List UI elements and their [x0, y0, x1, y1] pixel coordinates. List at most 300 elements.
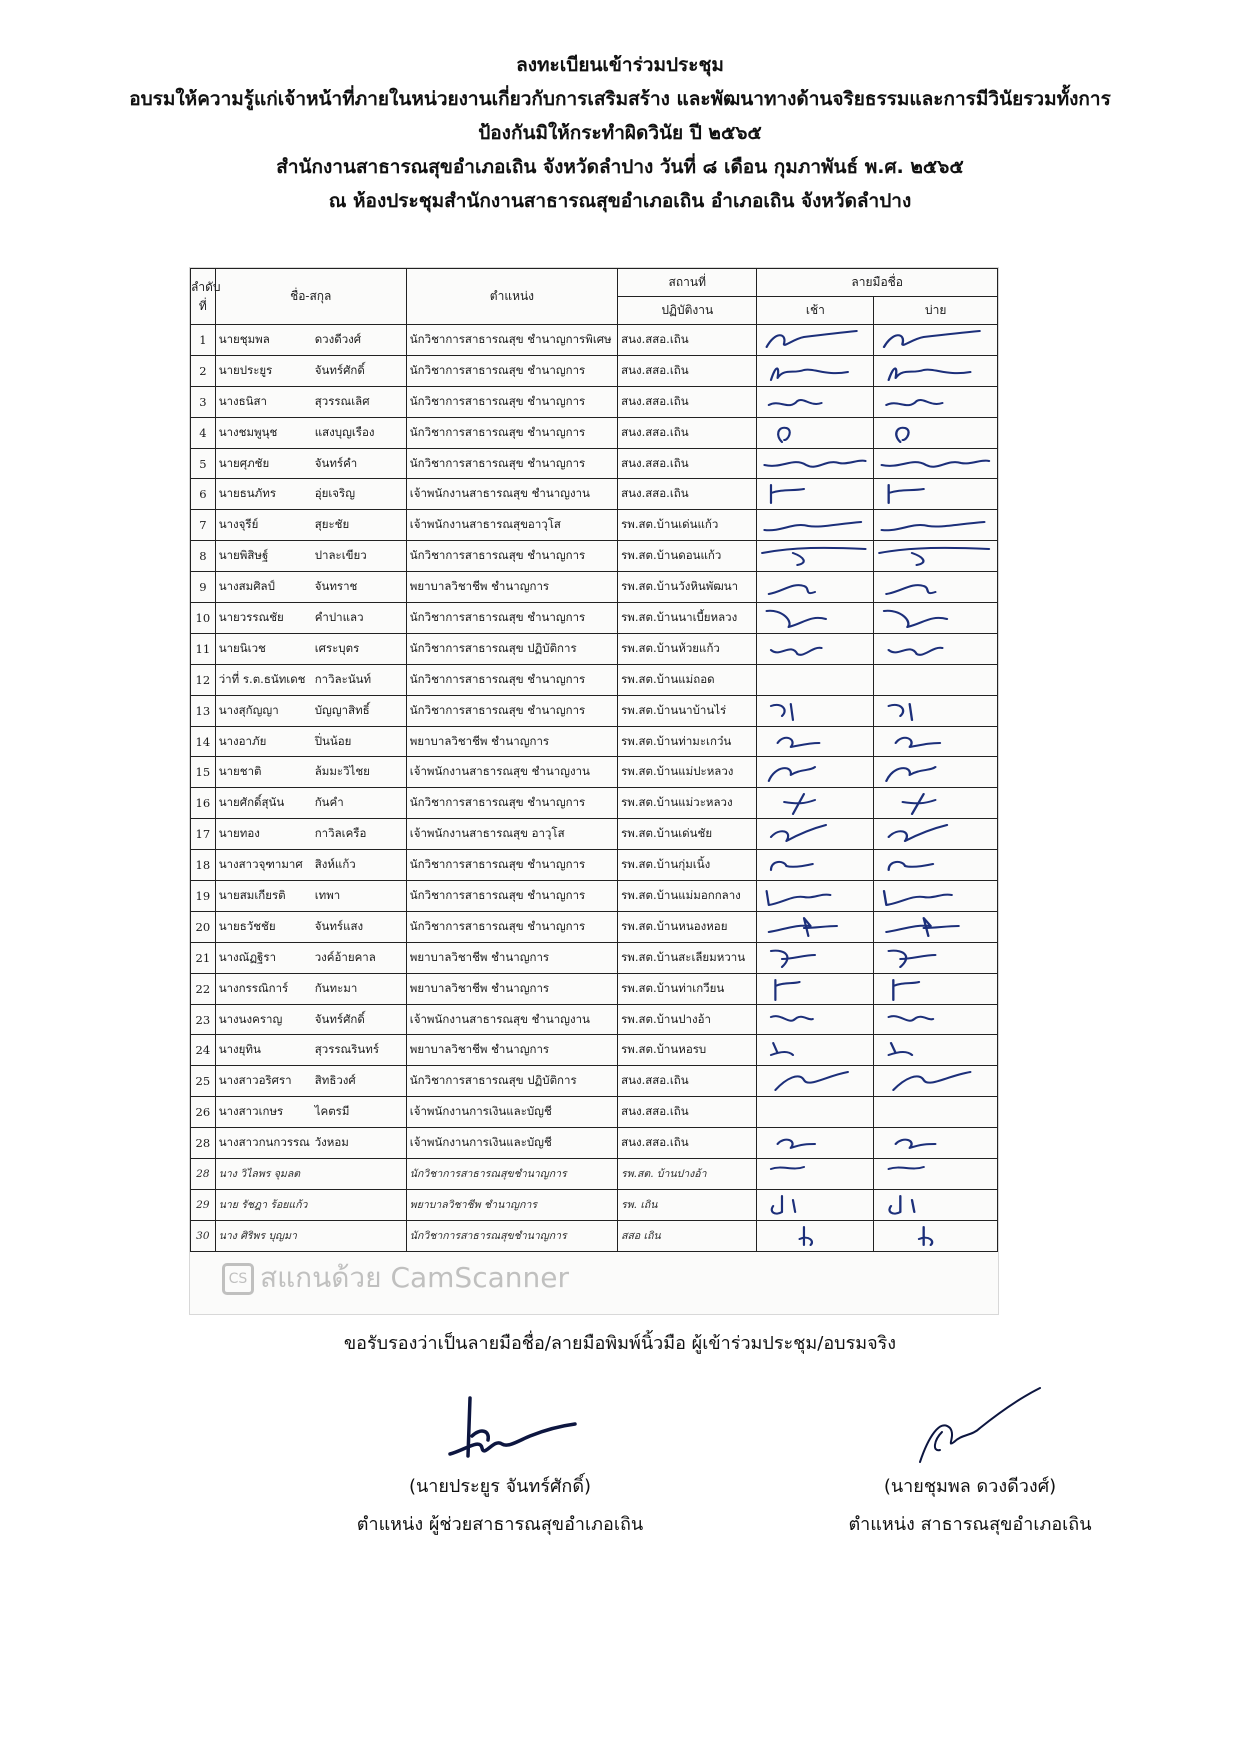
- morning-signature-mark: [760, 481, 870, 507]
- table-row: [191, 1004, 998, 1035]
- header-morning: เช้า: [757, 297, 874, 325]
- row-number: 21: [191, 942, 216, 973]
- row-name: [215, 1128, 406, 1159]
- row-name: [215, 479, 406, 510]
- afternoon-signature-mark: [877, 883, 994, 909]
- morning-signature-mark: [760, 883, 870, 909]
- row-afternoon-signature: [874, 1189, 998, 1220]
- row-name: [215, 757, 406, 788]
- row-position: เจ้าพนักงานสาธารณสุข ชำนาญงาน: [406, 757, 617, 788]
- table-row: [191, 510, 998, 541]
- row-position: เจ้าพนักงานสาธารณสุข อาวุโส: [406, 819, 617, 850]
- row-name: [215, 1004, 406, 1035]
- row-name: [215, 850, 406, 881]
- row-morning-signature: [757, 664, 874, 695]
- row-place: รพ.สต. บ้านปางอ้า: [618, 1159, 757, 1190]
- row-number: 5: [191, 448, 216, 479]
- row-morning-signature: [757, 633, 874, 664]
- row-first-name: นางยุทิน: [218, 1042, 261, 1057]
- row-morning-signature: [757, 1159, 874, 1190]
- row-last-name: แสงบุญเรือง: [314, 424, 375, 439]
- row-name: [215, 911, 406, 942]
- row-first-name: นายพิสิษฐ์: [218, 548, 269, 563]
- row-position: นักวิชาการสาธารณสุข ชำนาญการ: [406, 448, 617, 479]
- row-place: รพ.สต.บ้านหอรบ: [618, 1035, 757, 1066]
- row-number: 10: [191, 603, 216, 634]
- scanned-sheet: [190, 268, 998, 1314]
- row-position: นักวิชาการสาธารณสุข ชำนาญการ: [406, 664, 617, 695]
- row-place: รพ.สต.บ้านนาบ้านไร่: [618, 695, 757, 726]
- handwritten-row: [191, 1220, 998, 1251]
- afternoon-signature-mark: [877, 976, 994, 1002]
- row-afternoon-signature: [874, 757, 998, 788]
- row-number: 23: [191, 1004, 216, 1035]
- row-morning-signature: [757, 479, 874, 510]
- row-place: รพ.สต.บ้านท่ามะเกว๋น: [618, 726, 757, 757]
- row-place: สนง.สสอ.เถิน: [618, 448, 757, 479]
- morning-signature-mark: [760, 1223, 870, 1249]
- row-name: นาง วิไลพร จุมลต: [215, 1159, 406, 1190]
- row-first-name: นายประยูร: [218, 362, 273, 377]
- signer-right-name: (นายชุมพล ดวงดีวงศ์): [883, 1476, 1057, 1497]
- row-place: รพ.สต.บ้านปางอ้า: [618, 1004, 757, 1035]
- table-row: [191, 603, 998, 634]
- row-position: พยาบาลวิชาชีพ ชำนาญการ: [406, 1035, 617, 1066]
- row-number: 17: [191, 819, 216, 850]
- row-number: 14: [191, 726, 216, 757]
- row-afternoon-signature: [874, 1097, 998, 1128]
- table-row: [191, 541, 998, 572]
- table-row: [191, 325, 998, 356]
- row-morning-signature: [757, 881, 874, 912]
- row-number: 9: [191, 572, 216, 603]
- row-name: [215, 448, 406, 479]
- header-place-bottom: ปฏิบัติงาน: [618, 297, 757, 325]
- table-row: [191, 1035, 998, 1066]
- row-number: 18: [191, 850, 216, 881]
- row-first-name: นางสุกัญญา: [218, 702, 279, 717]
- row-name: [215, 726, 406, 757]
- table-row: [191, 850, 998, 881]
- row-place: รพ.สต.บ้านดอนแก้ว: [618, 541, 757, 572]
- row-first-name: นางชมพูนุช: [218, 424, 278, 439]
- camscanner-icon: CS: [222, 1263, 254, 1295]
- row-afternoon-signature: [874, 417, 998, 448]
- row-afternoon-signature: [874, 942, 998, 973]
- row-morning-signature: [757, 1004, 874, 1035]
- row-place: สสอ เถิน: [618, 1220, 757, 1251]
- row-name: นาย รัชฎา ร้อยแก้ว: [215, 1189, 406, 1220]
- row-morning-signature: [757, 850, 874, 881]
- row-afternoon-signature: [874, 325, 998, 356]
- signer-right-title: ตำแหน่ง สาธารณสุขอำเภอเถิน: [848, 1514, 1092, 1535]
- row-place: รพ.สต.บ้านแม่ถอด: [618, 664, 757, 695]
- table-row: [191, 448, 998, 479]
- table-row: [191, 664, 998, 695]
- morning-signature-mark: [760, 574, 870, 600]
- morning-signature-mark: [760, 667, 870, 693]
- row-morning-signature: [757, 726, 874, 757]
- row-first-name: นางกรรณิการ์: [218, 980, 289, 995]
- afternoon-signature-mark: [877, 1068, 994, 1094]
- afternoon-signature-mark: [877, 358, 994, 384]
- row-place: รพ.สต.บ้านนาเบี้ยหลวง: [618, 603, 757, 634]
- row-first-name: นายสมเกียรติ: [218, 887, 286, 902]
- row-position: พยาบาลวิชาชีพ ชำนาญการ: [406, 1189, 617, 1220]
- row-position: เจ้าพนักงานสาธารณสุข ชำนาญงาน: [406, 1004, 617, 1035]
- row-first-name: นายวรรณชัย: [218, 609, 284, 624]
- row-morning-signature: [757, 448, 874, 479]
- morning-signature-mark: [760, 389, 870, 415]
- header-position: ตำแหน่ง: [406, 269, 617, 325]
- row-position: นักวิชาการสาธารณสุข ชำนาญการ: [406, 603, 617, 634]
- morning-signature-mark: [760, 1037, 870, 1063]
- row-position: พยาบาลวิชาชีพ ชำนาญการ: [406, 973, 617, 1004]
- row-position: นักวิชาการสาธารณสุข ชำนาญการ: [406, 417, 617, 448]
- row-place: รพ.สต.บ้านท่าเกวียน: [618, 973, 757, 1004]
- row-first-name: นายชุมพล: [218, 331, 270, 346]
- row-first-name: นางสมศิลป์: [218, 579, 275, 594]
- row-afternoon-signature: [874, 664, 998, 695]
- row-first-name: นางสาวจุฑามาศ: [218, 857, 303, 872]
- row-morning-signature: [757, 973, 874, 1004]
- row-first-name: นายทอง: [218, 826, 260, 841]
- row-first-name: นายชาติ: [218, 764, 262, 779]
- morning-signature-mark: [760, 821, 870, 847]
- row-number: 2: [191, 355, 216, 386]
- table-row: [191, 695, 998, 726]
- row-last-name: จันทร์แสง: [314, 918, 364, 933]
- attendance-table: [190, 268, 998, 1252]
- morning-signature-mark: [760, 327, 870, 353]
- morning-signature-mark: [760, 512, 870, 538]
- row-morning-signature: [757, 942, 874, 973]
- row-place: รพ.สต.บ้านแม่วะหลวง: [618, 788, 757, 819]
- row-place: สนง.สสอ.เถิน: [618, 325, 757, 356]
- row-position: นักวิชาการสาธารณสุข ชำนาญการพิเศษ: [406, 325, 617, 356]
- signature-right-image: [880, 1378, 1060, 1468]
- row-place: สนง.สสอ.เถิน: [618, 1097, 757, 1128]
- row-morning-signature: [757, 1189, 874, 1220]
- row-name: [215, 942, 406, 973]
- afternoon-signature-mark: [877, 574, 994, 600]
- handwritten-row: [191, 1189, 998, 1220]
- row-first-name: นางนงคราญ: [218, 1011, 283, 1026]
- row-position: นักวิชาการสาธารณสุข ชำนาญการ: [406, 850, 617, 881]
- row-first-name: นางธนิสา: [218, 393, 268, 408]
- row-last-name: คำปาแลว: [314, 609, 364, 624]
- afternoon-signature-mark: [877, 1099, 994, 1125]
- row-morning-signature: [757, 1128, 874, 1159]
- row-number: 13: [191, 695, 216, 726]
- row-number: 28: [191, 1159, 216, 1190]
- row-last-name: กาวิละนันท์: [314, 671, 372, 686]
- row-last-name: วงค์อ้ายคาล: [314, 949, 376, 964]
- header-no-bottom: ที่: [198, 298, 207, 313]
- row-number: 30: [191, 1220, 216, 1251]
- row-number: 3: [191, 386, 216, 417]
- afternoon-signature-mark: [877, 543, 994, 569]
- row-morning-signature: [757, 788, 874, 819]
- row-first-name: นางสาวกนกวรรณ: [218, 1135, 310, 1150]
- row-last-name: เทพา: [314, 887, 341, 902]
- row-number: 12: [191, 664, 216, 695]
- row-name: [215, 510, 406, 541]
- morning-signature-mark: [760, 945, 870, 971]
- afternoon-signature-mark: [877, 1037, 994, 1063]
- row-number: 11: [191, 633, 216, 664]
- row-name: นาง ศิริพร บุญมา: [215, 1220, 406, 1251]
- row-first-name: นางอาภัย: [218, 733, 267, 748]
- row-place: สนง.สสอ.เถิน: [618, 479, 757, 510]
- afternoon-signature-mark: [877, 667, 994, 693]
- row-position: นักวิชาการสาธารณสุข ชำนาญการ: [406, 355, 617, 386]
- row-last-name: สุยะชัย: [314, 517, 350, 532]
- row-afternoon-signature: [874, 448, 998, 479]
- row-number: 24: [191, 1035, 216, 1066]
- row-place: รพ.สต.บ้านสะเลียมหวาน: [618, 942, 757, 973]
- row-place: รพ. เถิน: [618, 1189, 757, 1220]
- morning-signature-mark: [760, 698, 870, 724]
- afternoon-signature-mark: [877, 821, 994, 847]
- attendance-rows: [191, 325, 998, 1252]
- row-position: พยาบาลวิชาชีพ ชำนาญการ: [406, 726, 617, 757]
- row-first-name: นายศักดิ์สุนัน: [218, 795, 285, 810]
- row-name: [215, 633, 406, 664]
- row-morning-signature: [757, 819, 874, 850]
- afternoon-signature-mark: [877, 636, 994, 662]
- row-name: [215, 1066, 406, 1097]
- row-last-name: จันทราช: [314, 579, 358, 594]
- row-morning-signature: [757, 911, 874, 942]
- table-row: [191, 386, 998, 417]
- row-afternoon-signature: [874, 355, 998, 386]
- morning-signature-mark: [760, 1192, 870, 1218]
- row-first-name: นางสาวอริศรา: [218, 1073, 292, 1088]
- row-place: สนง.สสอ.เถิน: [618, 355, 757, 386]
- header-no: [191, 269, 221, 325]
- row-morning-signature: [757, 572, 874, 603]
- row-number: 22: [191, 973, 216, 1004]
- row-morning-signature: [757, 541, 874, 572]
- table-row: [191, 479, 998, 510]
- table-row: [191, 726, 998, 757]
- row-afternoon-signature: [874, 633, 998, 664]
- heading-subject-cont: ป้องกันมิให้กระทำผิดวินัย ปี ๒๕๖๕: [478, 122, 762, 144]
- row-last-name: สิทธิวงศ์: [314, 1073, 356, 1088]
- morning-signature-mark: [760, 605, 870, 631]
- row-number: 19: [191, 881, 216, 912]
- row-position: นักวิชาการสาธารณสุขชำนาญการ: [406, 1220, 617, 1251]
- row-last-name: ไคตรมี: [314, 1104, 350, 1119]
- row-position: พยาบาลวิชาชีพ ชำนาญการ: [406, 572, 617, 603]
- morning-signature-mark: [760, 636, 870, 662]
- table-row: [191, 973, 998, 1004]
- row-position: นักวิชาการสาธารณสุขชำนาญการ: [406, 1159, 617, 1190]
- camscanner-watermark: [222, 1256, 569, 1300]
- row-position: นักวิชาการสาธารณสุข ปฏิบัติการ: [406, 633, 617, 664]
- row-position: นักวิชาการสาธารณสุข ปฏิบัติการ: [406, 1066, 617, 1097]
- row-name: [215, 417, 406, 448]
- table-row: [191, 757, 998, 788]
- row-position: นักวิชาการสาธารณสุข ชำนาญการ: [406, 541, 617, 572]
- table-row: [191, 911, 998, 942]
- row-first-name: นายนิเวช: [218, 640, 266, 655]
- row-last-name: จันทร์ศักดิ์: [314, 362, 365, 377]
- morning-signature-mark: [760, 420, 870, 446]
- row-afternoon-signature: [874, 1066, 998, 1097]
- afternoon-signature-mark: [877, 451, 994, 477]
- afternoon-signature-mark: [877, 512, 994, 538]
- row-number: 25: [191, 1066, 216, 1097]
- row-last-name: ล้มมะวิไชย: [314, 764, 370, 779]
- row-position: นักวิชาการสาธารณสุข ชำนาญการ: [406, 788, 617, 819]
- afternoon-signature-mark: [877, 914, 994, 940]
- row-number: 20: [191, 911, 216, 942]
- morning-signature-mark: [760, 1130, 870, 1156]
- row-number: 8: [191, 541, 216, 572]
- afternoon-signature-mark: [877, 389, 994, 415]
- header-signature: ลายมือชื่อ: [757, 269, 998, 297]
- row-last-name: กันคำ: [314, 795, 344, 810]
- row-name: [215, 881, 406, 912]
- table-row: [191, 633, 998, 664]
- morning-signature-mark: [760, 914, 870, 940]
- morning-signature-mark: [760, 1099, 870, 1125]
- row-name: [215, 603, 406, 634]
- row-last-name: สุวรรณรินทร์: [314, 1042, 380, 1057]
- row-first-name: นายธวัชชัย: [218, 918, 276, 933]
- morning-signature-mark: [760, 543, 870, 569]
- row-morning-signature: [757, 695, 874, 726]
- table-row: [191, 417, 998, 448]
- row-place: สนง.สสอ.เถิน: [618, 1066, 757, 1097]
- header-place-top: สถานที่: [618, 269, 757, 297]
- row-afternoon-signature: [874, 973, 998, 1004]
- row-number: 16: [191, 788, 216, 819]
- row-first-name: นางจุรีย์: [218, 517, 259, 532]
- row-afternoon-signature: [874, 479, 998, 510]
- row-afternoon-signature: [874, 1004, 998, 1035]
- row-afternoon-signature: [874, 510, 998, 541]
- row-name: [215, 1097, 406, 1128]
- row-last-name: กาวิลเครือ: [314, 826, 367, 841]
- afternoon-signature-mark: [877, 1223, 994, 1249]
- row-place: รพ.สต.บ้านหนองหอย: [618, 911, 757, 942]
- row-name: [215, 325, 406, 356]
- row-number: 15: [191, 757, 216, 788]
- heading-date: สำนักงานสาธารณสุขอำเภอเถิน จังหวัดลำปาง วันที่ ๘ เดือน กุมภาพันธ์ พ.ศ. ๒๕๖๕: [276, 156, 964, 178]
- table-row: [191, 355, 998, 386]
- row-afternoon-signature: [874, 541, 998, 572]
- afternoon-signature-mark: [877, 420, 994, 446]
- row-first-name: ว่าที่ ร.ต.ธนัทเดช: [218, 671, 306, 686]
- row-afternoon-signature: [874, 695, 998, 726]
- row-morning-signature: [757, 386, 874, 417]
- row-place: รพ.สต.บ้านกุ่มเนิ้ง: [618, 850, 757, 881]
- afternoon-signature-mark: [877, 605, 994, 631]
- row-first-name: นายธนภัทร: [218, 486, 276, 501]
- row-place: รพ.สต.บ้านห้วยแก้ว: [618, 633, 757, 664]
- row-first-name: นางสาวเกษร: [218, 1104, 284, 1119]
- row-afternoon-signature: [874, 572, 998, 603]
- row-place: สนง.สสอ.เถิน: [618, 1128, 757, 1159]
- afternoon-signature-mark: [877, 945, 994, 971]
- row-afternoon-signature: [874, 911, 998, 942]
- row-last-name: สิงห์แก้ว: [314, 857, 356, 872]
- row-position: เจ้าพนักงานการเงินและบัญชี: [406, 1128, 617, 1159]
- row-morning-signature: [757, 417, 874, 448]
- header-afternoon: บ่าย: [874, 297, 998, 325]
- watermark-text: สแกนด้วย CamScanner: [260, 1261, 569, 1294]
- row-last-name: กันทะมา: [314, 980, 358, 995]
- row-position: เจ้าพนักงานสาธารณสุข ชำนาญงาน: [406, 479, 617, 510]
- row-morning-signature: [757, 757, 874, 788]
- afternoon-signature-mark: [877, 790, 994, 816]
- table-row: [191, 572, 998, 603]
- row-afternoon-signature: [874, 1128, 998, 1159]
- afternoon-signature-mark: [877, 1161, 994, 1187]
- table-row: [191, 1097, 998, 1128]
- row-place: รพ.สต.บ้านเด่นแก้ว: [618, 510, 757, 541]
- row-name: [215, 788, 406, 819]
- row-position: นักวิชาการสาธารณสุข ชำนาญการ: [406, 386, 617, 417]
- row-last-name: ปาละเขียว: [314, 548, 367, 563]
- row-name: [215, 355, 406, 386]
- row-last-name: จันทร์คำ: [314, 455, 358, 470]
- row-position: นักวิชาการสาธารณสุข ชำนาญการ: [406, 881, 617, 912]
- row-name: [215, 1035, 406, 1066]
- handwritten-row: [191, 1159, 998, 1190]
- row-afternoon-signature: [874, 726, 998, 757]
- row-morning-signature: [757, 355, 874, 386]
- row-morning-signature: [757, 1097, 874, 1128]
- row-name: [215, 819, 406, 850]
- signer-right: [760, 1378, 1180, 1544]
- row-last-name: อุ่ยเจริญ: [314, 486, 356, 501]
- certification-text: ขอรับรองว่าเป็นลายมือชื่อ/ลายมือพิมพ์นิ้วมือ ผู้เข้าร่วมประชุม/อบรมจริง: [343, 1333, 897, 1354]
- heading-subject: อบรมให้ความรู้แก่เจ้าหน้าที่ภายในหน่วยงานเกี่ยวกับการเสริมสร้าง และพัฒนาทางด้านจริยธรรมและการมีวินัยรวมทั้งการ: [129, 88, 1111, 110]
- row-morning-signature: [757, 1035, 874, 1066]
- table-row: [191, 1128, 998, 1159]
- row-number: 1: [191, 325, 216, 356]
- row-afternoon-signature: [874, 603, 998, 634]
- row-position: เจ้าพนักงานการเงินและบัญชี: [406, 1097, 617, 1128]
- row-last-name: เศระบุตร: [314, 640, 360, 655]
- morning-signature-mark: [760, 729, 870, 755]
- row-position: เจ้าพนักงานสาธารณสุขอาวุโส: [406, 510, 617, 541]
- afternoon-signature-mark: [877, 1192, 994, 1218]
- document-heading: [0, 48, 1240, 218]
- row-afternoon-signature: [874, 1035, 998, 1066]
- table-row: [191, 881, 998, 912]
- afternoon-signature-mark: [877, 1007, 994, 1033]
- afternoon-signature-mark: [877, 759, 994, 785]
- signer-left-name: (นายประยูร จันทร์ศักดิ์): [408, 1476, 592, 1497]
- morning-signature-mark: [760, 976, 870, 1002]
- table-row: [191, 819, 998, 850]
- morning-signature-mark: [760, 759, 870, 785]
- row-number: 7: [191, 510, 216, 541]
- row-last-name: สุวรรณเลิศ: [314, 393, 370, 408]
- row-last-name: ดวงดีวงศ์: [314, 331, 362, 346]
- row-afternoon-signature: [874, 386, 998, 417]
- row-last-name: จันทร์ศักดิ์: [314, 1011, 365, 1026]
- row-place: สนง.สสอ.เถิน: [618, 417, 757, 448]
- row-morning-signature: [757, 510, 874, 541]
- row-first-name: นายศุภชัย: [218, 455, 270, 470]
- row-place: รพ.สต.บ้านวังหินพัฒนา: [618, 572, 757, 603]
